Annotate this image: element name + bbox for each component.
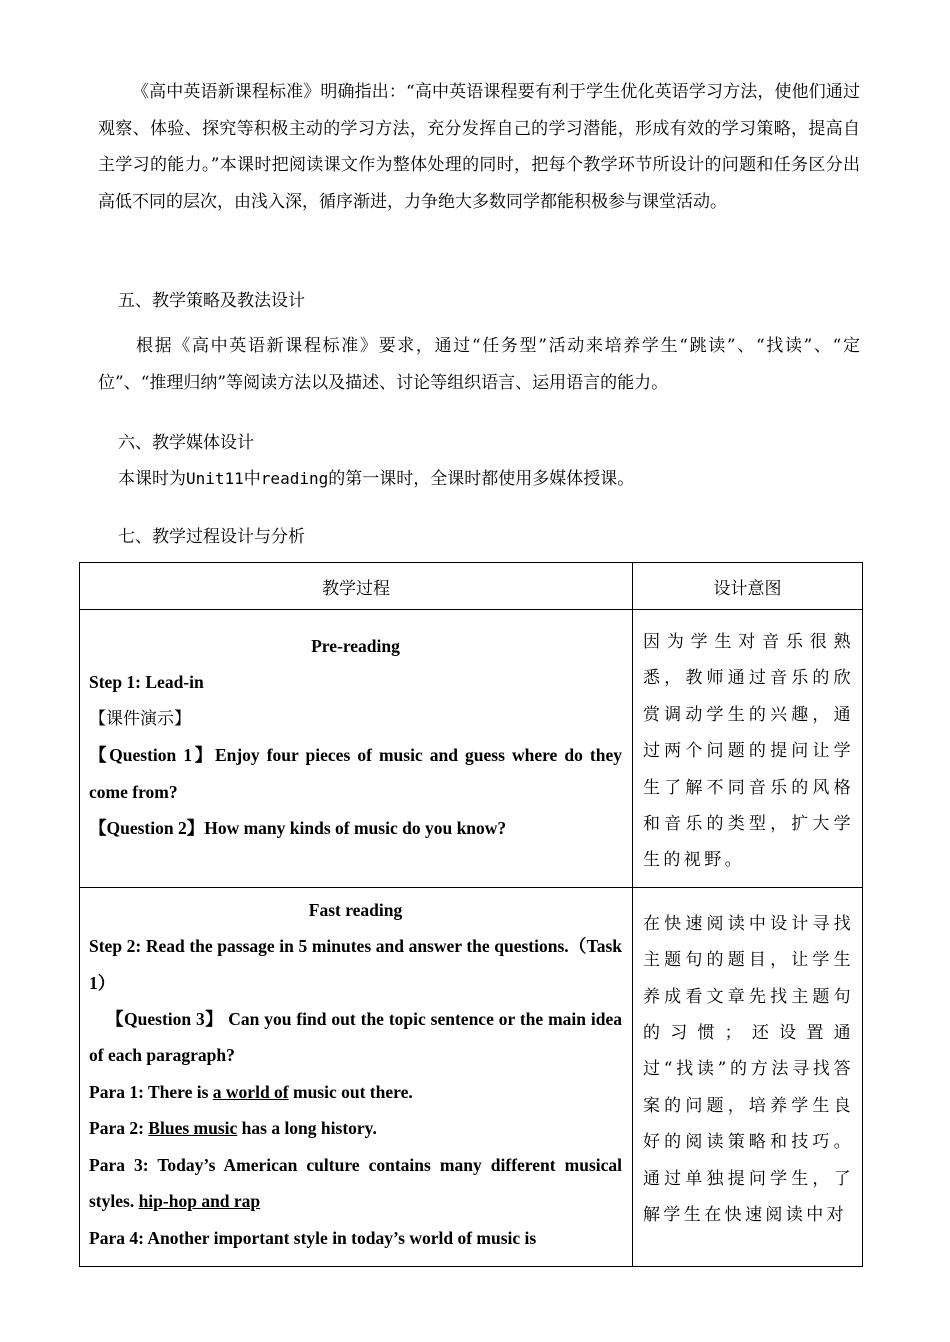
section6-reading: reading <box>260 469 329 488</box>
para-1-underlined: a world of <box>212 1081 289 1102</box>
question-1: 【Question 1】Enjoy four pieces of music and guess where do they come from? <box>89 745 622 802</box>
header-process: 教学过程 <box>80 563 633 610</box>
process-cell <box>80 610 633 888</box>
table-row <box>80 887 863 1266</box>
table-row <box>80 610 863 888</box>
para-2-prefix: Para 2: <box>89 1118 149 1139</box>
para-4-line: Para 4: Another important style in today’s world of music is <box>89 1227 537 1248</box>
process-cell <box>80 887 633 1266</box>
section6-body-mid: 中 <box>243 469 261 489</box>
step-label: Step 1: Lead-in <box>89 672 204 693</box>
section5-heading: 五、教学策略及教法设计 <box>118 291 305 311</box>
table-header-row <box>80 563 863 610</box>
process-content <box>80 610 632 856</box>
para-3-line <box>89 1147 622 1220</box>
courseware-note: 【课件演示】 <box>89 708 191 729</box>
intent-text: 在快速阅读中设计寻找主题句的题目，让学生养成看文章先找主题句的习惯；还设置通过“找读”的方法寻找答案的问题，培养学生良好的阅读策略和技巧。通过单独提问学生，了解学生在快速阅读中对 <box>643 913 854 1226</box>
teaching-process-table <box>79 562 863 1267</box>
question-2: 【Question 2】How many kinds of music do you know? <box>89 818 507 839</box>
section6-unit: Unit11 <box>186 469 244 488</box>
para-2-suffix: has a long history. <box>237 1118 377 1139</box>
section5-body: 根据《高中英语新课程标准》要求，通过“任务型”活动来培养学生“跳读”、“找读”、“定位”、“推理归纳”等阅读方法以及描述、讨论等组织语言、运用语言的能力。 <box>98 336 860 393</box>
intent-cell <box>633 887 863 1266</box>
para-1-line <box>89 1074 622 1110</box>
question-3: 【Question 3】 Can you find out the topic sentence or the main idea of each paragraph? <box>89 1009 622 1066</box>
para-2-line <box>89 1110 622 1146</box>
stage-label: Pre-reading <box>311 636 400 656</box>
intent-cell <box>633 610 863 888</box>
section6-body-suffix: 的第一课时，全课时都使用多媒体授课。 <box>328 469 635 489</box>
para-1-prefix: Para 1: There is <box>89 1081 213 1102</box>
section6-body-prefix: 本课时为 <box>118 469 186 489</box>
stage-label: Fast reading <box>308 899 403 920</box>
section6-heading: 六、教学媒体设计 <box>118 433 254 453</box>
intent-text: 因为学生对音乐很熟悉，教师通过音乐的欣赏调动学生的兴趣，通过两个问题的提问让学生了解不同音乐的风格和音乐的类型，扩大学生的视野。 <box>643 632 854 871</box>
header-intent: 设计意图 <box>633 563 863 610</box>
para-3-underlined: hip-hop and rap <box>138 1191 261 1212</box>
para-3-prefix: Para 3: Today’s American culture contains many different musical styles. <box>89 1154 622 1212</box>
para-1-suffix: music out there. <box>288 1081 413 1102</box>
intro-paragraph: 《高中英语新课程标准》明确指出：“高中英语课程要有利于学生优化英语学习方法，使他们通过观察、体验、探究等积极主动的学习方法，充分发挥自己的学习潜能，形成有效的学习策略，提高自主学习的能力。”本课时把阅读课文作为整体处理的同时，把每个教学环节所设计的问题和任务区分出高低不同的层次，由浅入深，循序渐进，力争绝大多数同学都能积极参与课堂活动。 <box>98 82 860 212</box>
section7-heading: 七、教学过程设计与分析 <box>118 527 305 547</box>
step-label: Step 2: Read the passage in 5 minutes and answer the questions.（Task 1） <box>89 936 622 993</box>
para-2-underlined: Blues music <box>148 1118 238 1139</box>
process-content <box>80 888 632 1266</box>
section6-body <box>118 467 634 491</box>
